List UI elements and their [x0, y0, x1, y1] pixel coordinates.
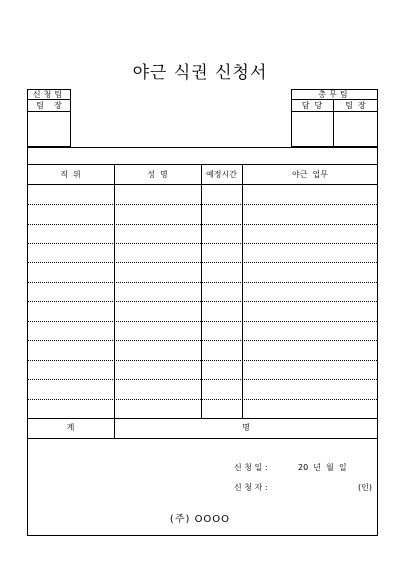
table-row-divider — [28, 224, 377, 225]
table-row-divider — [28, 321, 377, 322]
applicant-label: 신 청 자 : — [234, 483, 268, 492]
main-form — [27, 147, 378, 536]
table-row-divider — [28, 301, 377, 302]
table-row-divider — [28, 204, 377, 205]
general-team-leader-sign[interactable] — [334, 112, 377, 146]
memo-strip[interactable] — [28, 148, 377, 163]
application-date-label: 신 청 일 : — [234, 463, 268, 472]
general-team-staff-label: 담 당 — [301, 101, 323, 110]
header-name: 성 명 — [147, 170, 168, 179]
header-position: 직 위 — [60, 170, 81, 179]
general-team-leader-label: 팀 장 — [345, 101, 366, 110]
table-row-divider — [28, 340, 377, 341]
page-title: 야근 식권 신청서 — [132, 63, 268, 83]
applicant-team-leader-label: 팀 장 — [36, 101, 62, 110]
application-date-value[interactable]: 20 년 월 일 — [298, 463, 347, 472]
table-row-divider — [28, 379, 377, 380]
applicant-team-leader-sign[interactable] — [28, 112, 70, 146]
table-row-divider — [28, 282, 377, 283]
applicant-team-header: 신청팀 — [32, 90, 66, 99]
table-row-divider — [28, 243, 377, 244]
general-team-header: 총무팀 — [318, 90, 351, 99]
header-overtime-task: 야근 업무 — [292, 170, 328, 179]
header-scheduled-time: 예정시간 — [206, 170, 237, 179]
seal-mark: (인) — [358, 483, 372, 492]
applicant-name-field[interactable] — [280, 480, 356, 492]
total-unit: 명 — [242, 423, 250, 432]
table-row-divider — [28, 399, 377, 400]
table-row-divider — [28, 262, 377, 263]
total-label: 계 — [66, 423, 75, 432]
general-team-staff-sign[interactable] — [292, 112, 332, 146]
table-row-divider — [28, 360, 377, 361]
total-count-field[interactable] — [115, 419, 235, 437]
company-name: (주) OOOO — [169, 514, 231, 525]
